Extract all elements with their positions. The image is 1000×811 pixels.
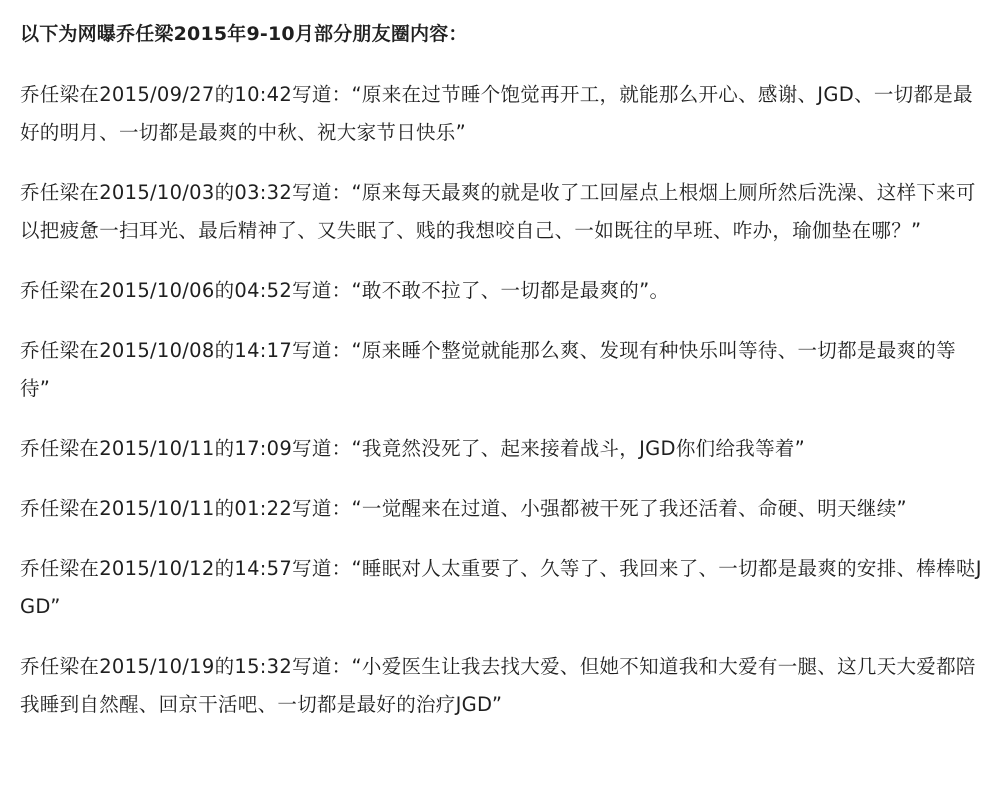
post-paragraph: 乔任梁在2015/10/11的01:22写道：“一觉醒来在过道、小强都被干死了我还活着、命硬、明天继续” — [20, 497, 907, 520]
post-paragraph: 乔任梁在2015/09/27的10:42写道：“原来在过节睡个饱觉再开工，就能那么开心、感谢、JGD、一切都是最好的明月、一切都是最爽的中秋、祝大家节日快乐” — [20, 83, 973, 144]
post-paragraph: 乔任梁在2015/10/06的04:52写道：“敢不敢不拉了、一切都是最爽的”。 — [20, 279, 670, 302]
post-paragraph: 乔任梁在2015/10/19的15:32写道：“小爱医生让我去找大爱、但她不知道我和大爱有一腿、这几天大爱都陪我睡到自然醒、回京干活吧、一切都是最好的治疗JGD” — [20, 655, 976, 716]
post-paragraph: 乔任梁在2015/10/12的14:57写道：“睡眠对人太重要了、久等了、我回来了、一切都是最爽的安排、棒棒哒JGD” — [20, 557, 982, 618]
post-paragraph: 乔任梁在2015/10/03的03:32写道：“原来每天最爽的就是收了工回屋点上根烟上厕所然后洗澡、这样下来可以把疲惫一扫耳光、最后精神了、又失眠了、贱的我想咬自己、一如既往的早班、咋办，瑜伽垫在哪？” — [20, 181, 976, 242]
post-paragraph: 乔任梁在2015/10/11的17:09写道：“我竟然没死了、起来接着战斗，JGD你们给我等着” — [20, 437, 806, 460]
post-paragraph: 乔任梁在2015/10/08的14:17写道：“原来睡个整觉就能那么爽、发现有种快乐叫等待、一切都是最爽的等待” — [20, 339, 956, 400]
article-heading: 以下为网曝乔任梁2015年9-10月部分朋友圈内容： — [20, 23, 468, 45]
